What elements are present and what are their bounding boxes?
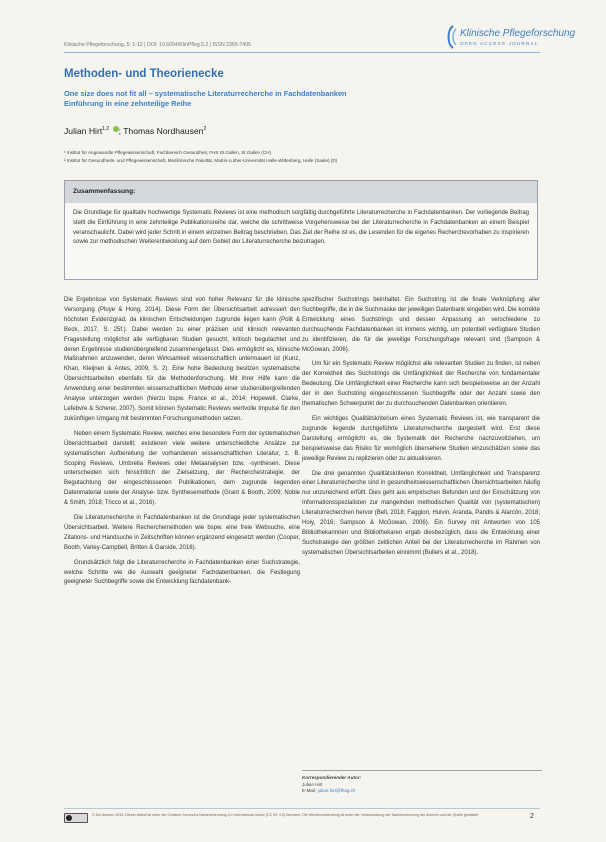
abstract-text: Die Grundlage für qualitativ hochwertige Systematic Reviews ist eine methodisch sorgfältig durchgeführte Literaturrecherche in Fachdatenbanken. Der vorliegende Beitrag stellt die Einführung in eine zehnteilige Publikationsreihe dar, welche die schrittweise Vorgehensweise bei der Literaturrecherche in Fachdatenbanken an einem Beispiel veranschaulicht. Dabei wird jeder Schritt in einem einzelnen Beitrag beschrieben. Das Ziel der Reihe ist es, die Lesenden für die eigenes Recherchevorhaben zu inspirieren sowie zur methodischen Weiterentwicklung auf dem Gebiet der Literaturrecherche beizutragen. [73,210,529,246]
page-number: 2 [530,813,534,820]
body-column-left [64,296,300,593]
affiliation-line: ² Institut für Gesundheits- und Pflegewissenschaft, Medizinische Fakultät, Martin-Luther-Universität Halle-Wittenberg, Halle (Saale) (D) [64,157,338,163]
section-title: Methoden- und Theorienecke [64,68,224,80]
author-name: Thomas Nordhausen [123,126,204,136]
email-link[interactable]: julian.hirt@fhsg.ch [317,788,356,794]
article-title-line-1: One size does not fit all – systematische Literaturrecherche in Fachdatenbanken [64,89,347,98]
body-paragraph: Die drei genannten Qualitätskriterien Korrektheit, Umfänglichkeit und Transparenz einer Literaturrecherche sind in gesundheitswissenschaftlichen Übersichtsarbeiten häufig nur unzureichend erfüllt. Dies geht aus empirischen Befunden und der Einschätzung von Informationsspezialisten zur mangelnden methodischen Qualität von (systematischen) Literaturrecherchen hervor (Bell, 2018; Faggion, Huivin, Aranda, Pandis & Alarcón, 2018; Hoiy, 2016; Sampson & McGowan, 2006). Ein Survey mit Antworten von 105 Bibliothekarinnen und Bibliothekaren ergab diesbezüglich, dass die Entwicklung einer Suchstrategie den größten zeitlichen Anteil bei der Literaturrecherche im Rahmen von systematischen Übersichtsarbeiten einnimmt (Bullers et al., 2018). [302,470,540,556]
header-divider [64,52,540,53]
license-text: © Die Autoren 2019. Dieser Artikel ist unter der Creative Commons Namensnennung 4.0 International Lizenz (CC BY 4.0) lizenziert. Die Wiederverwendung ist unter der Voraussetzung der Namensnennung der Autoren und der Quelle gestattet. [92,813,479,817]
body-paragraph: spezifischer Suchstrings beinhaltet. Ein Suchstring ist die finale Verknüpfung aller Suchbegriffe, die in die Suchmaske der jeweiligen Datenbank eingeben wird. Die korrekte Entwicklung eines Suchstrings und dessen Anpassung an verschiedene zu durchsuchende Fachdatenbanken ist immens wichtig, um potentiell verfügbare Studien zu identifizieren, die für die jeweilige Forschungsfrage relevant sind (Sampson & McGowan, 2006). [302,297,540,353]
article-title [64,89,534,109]
author-separator: ; [118,126,124,136]
journal-brand-name: Klinische Pflegeforschung [460,28,576,39]
author-affiliation-mark: 2 [203,126,207,133]
body-paragraph: Die Literaturrecherche in Fachdatenbanken ist die Grundlage jeder systematischen Übersichtsarbeit. Weitere Recherchemethoden wie bspw. eine freie Websuche, eine Zitations- und Handsuche in Zeitschriften können ergänzend eingesetzt werden (Cooper, Booth, Varley-Campbell, Britten & Garside, 2018). [64,515,300,551]
body-paragraph: Die Ergebnisse von Systematic Reviews sind von hoher Relevanz für die klinische Versorgung (Pluye & Hong, 2014). Diese Form der Übersichtsarbeit adressiert den höchsten Evidenzgrad, da klinischen Entscheidungen zugrunde liegen kann (Polit & Beck, 2017, S. 25f.). Dabei werden zu einer präzisen und klinisch relevanten Fragestellung möglichst alle verfügbaren Studien gesucht, kritisch begutachtet und deren Ergebnisse studienübergreifend zusammengefasst. Dies ermöglicht es, klinische Maßnahmen anzuwenden, deren Wirksamkeit wissenschaftlich untermauert ist (Kunz, Khan, Kleijnen & Antes, 2009, S. 2). Eine hohe Bedeutung besitzen systematische Übersichtsarbeiten ebenfalls für die Methodenforschung. Mit ihrer Hilfe kann die Anwendung einer bestimmten wissenschaftlichen Methode einer studienübergreifenden Analyse unterzogen werden (hierzu bspw. France et al., 2014; Hopewell, Clarke, Lefebvre & Scherer, 2007). Somit können Systematic Reviews wertvolle Impulse für den zukünftigen Umgang mit bestimmten Forschungsmethoden setzen. [64,297,300,422]
affiliations [64,149,540,164]
footer-divider [64,808,540,809]
body-column-right [302,296,540,564]
email-label: E-Mail: [302,788,318,794]
body-paragraph: Ein wichtiges Qualitätskriterium eines Systematic Reviews ist, wie transparent die zugrunde liegende durchgeführte Literaturrecherche dargestellt wird. Erst diese Darstellung ermöglicht es, die Systematik der Recherche nachzuvollziehen, um beispielsweise das Risiko für womöglich übersehene Studien einzuschätzen sowie das jeweilige Review zu replizieren oder zu aktualisieren. [302,415,540,462]
article-title-line-2: Einführung in eine zehnteilige Reihe [64,99,192,108]
author-list [64,126,206,136]
abstract-heading: Zusammenfassung: [65,181,537,203]
journal-brand-subtitle: OPEN ACCESS JOURNAL [460,41,539,46]
abstract-box [64,180,538,280]
corresponding-author-heading: Korrespondierender Autor: [302,775,362,780]
body-paragraph: Um für ein Systematic Review möglichst alle relevanten Studien zu finden, ist neben der Korrektheit des Suchstrings die Umfänglichkeit der Recherche von fundamentaler Bedeutung. Die Umfänglichkeit einer Recherche kann sich beispielsweise an der Anzahl der in den Suchstring eingeschlossenen Suchbegriffe oder der Anzahl sowie den thematischen Schwerpunkt der zu durchsuchenden Datenbanken orientieren. [302,361,540,408]
corresponding-author-name: Julian Hirt [302,781,323,787]
body-paragraph: Neben einem Systematic Review, welches eine besondere Form der systematischen Übersichtsarbeit darstellt, existieren viele weitere unterschiedliche Ansätze zur systematischen Aufbereitung der vorhandenen wissenschaftlichen Literatur, z. B. Scoping Reviews, Umbrella Reviews oder Metaanalysen bzw. -synthesen. Diese unterscheiden sich hinsichtlich der Zielsetzung, der Recherchestrategie, der Begutachtung der eingeschlossenen Publikationen, dem zugrunde liegenden Datenmaterial sowie der Analyse- bzw. Synthesemethode (Grant & Booth, 2009; Noble & Smith, 2018; Tricco et al., 2016). [64,430,300,507]
body-paragraph: Grundsätzlich folgt die Literaturrecherche in Fachdatenbanken einer Suchstrategie, welche Schritte wie die Auswahl geeigneter Fachdatenbanken, die Festlegung geeigneter Suchbegriffe sowie die Entwicklung fachdatenbank- [64,559,300,586]
corresponding-author [302,770,542,795]
creative-commons-icon[interactable] [64,813,88,823]
journal-citation: Klinische Pflegeforschung, 5: 1-12 | DOI: 10.6094/KlinPfleg.5.2 | ISSN 2365-7405 [64,42,251,48]
corresponding-author-email-line [302,788,542,795]
affiliation-line: ¹ Institut für Angewandte Pflegewissenschaft, Fachbereich Gesundheit, FHS St.Gallen, St.Gallen (CH) [64,150,272,155]
author-name: Julian Hirt [64,126,103,136]
author-affiliation-mark: 1,2 [102,126,110,133]
